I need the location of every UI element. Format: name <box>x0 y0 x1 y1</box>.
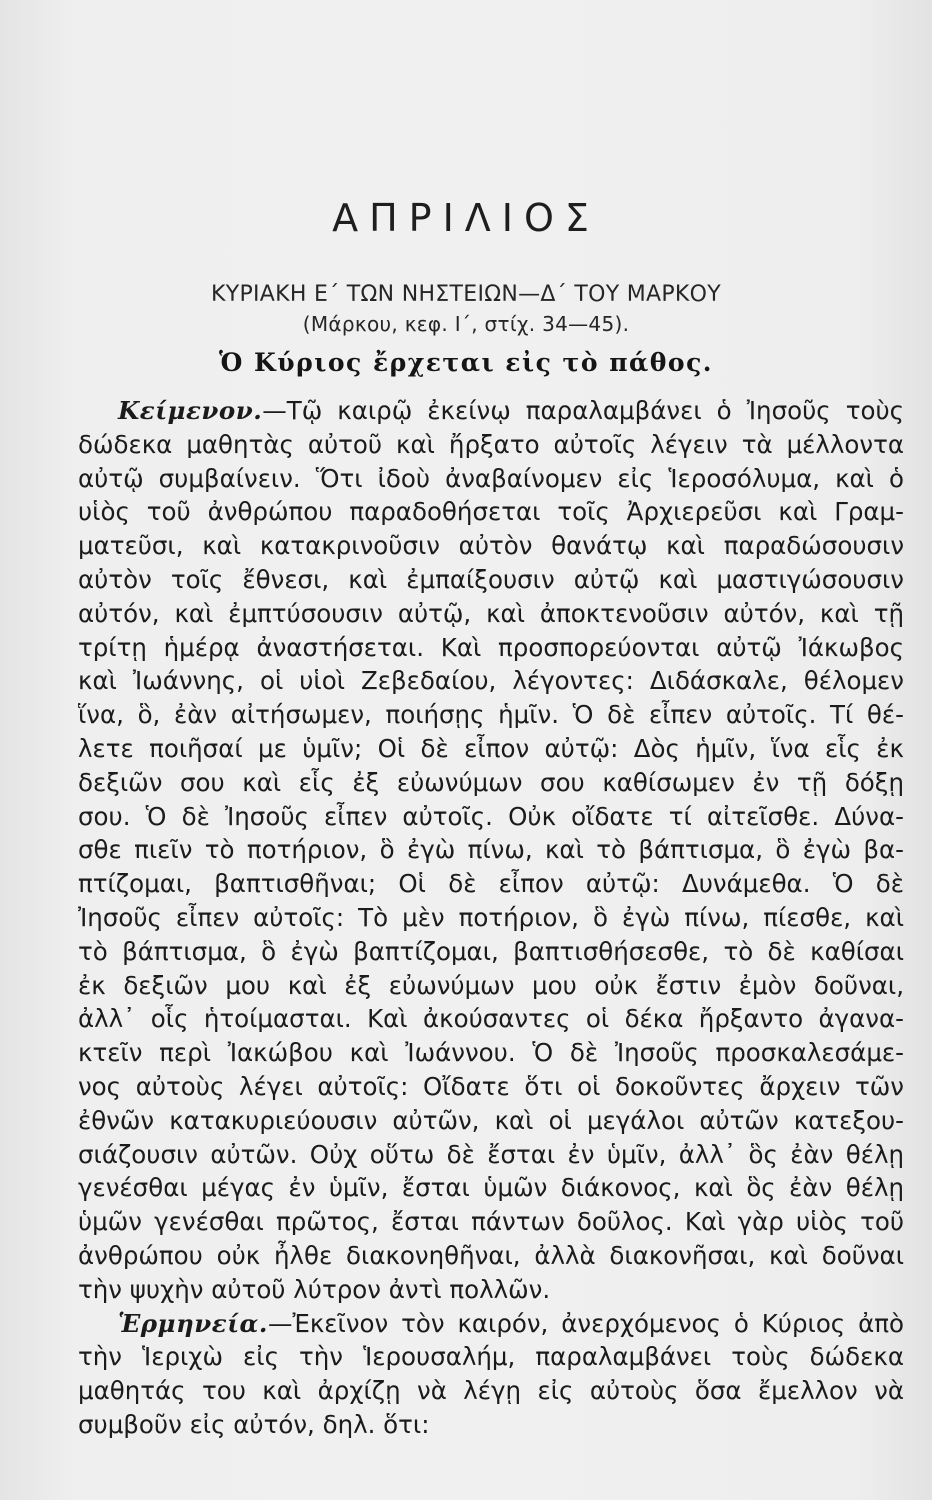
interpretation-label: Ἑρμηνεία. <box>118 1308 268 1338</box>
text-line: υἱὸς τοῦ ἀνθρώπου παραδοθήσεται τοῖς Ἀρχιερεῦσι καὶ Γραμ- <box>78 497 904 527</box>
text-line: γενέσθαι μέγας ἐν ὑμῖν, ἔσται ὑμῶν διάκονος, καὶ ὃς ἐὰν θέλῃ <box>78 1173 904 1203</box>
month-heading: ΑΠΡΙΛΙΟΣ <box>332 196 600 240</box>
text-line: αὐτὸν τοῖς ἔθνεσι, καὶ ἐμπαίξουσιν αὐτῷ καὶ μαστιγώσουσιν <box>78 564 904 594</box>
text-line: ἀνθρώπου οὐκ ἦλθε διακονηθῆναι, ἀλλὰ διακονῆσαι, καὶ δοῦναι <box>78 1240 904 1270</box>
text-line: λετε ποιῆσαί με ὑμῖν; Οἱ δὲ εἶπον αὐτῷ: Δὸς ἡμῖν, ἵνα εἷς ἐκ <box>78 733 904 763</box>
body-text <box>78 394 904 1442</box>
text-line: ματεῦσι, καὶ κατακρινοῦσιν αὐτὸν θανάτῳ καὶ παραδώσουσιν <box>78 531 904 561</box>
text-line: τρίτῃ ἡμέρᾳ ἀναστήσεται. Καὶ προσπορεύονται αὐτῷ Ἰάκωβος <box>78 632 904 662</box>
text-line-first <box>78 394 904 428</box>
text-line: καὶ Ἰωάννης, οἱ υἱοὶ Ζεβεδαίου, λέγοντες: Διδάσκαλε, θέλομεν <box>78 666 904 696</box>
gospel-text <box>78 394 904 1307</box>
text-line: —Τῷ καιρῷ ἐκείνῳ παραλαμβάνει ὁ Ἰησοῦς τοὺς <box>262 396 904 425</box>
section-title: Ὁ Κύριος ἔρχεται εἰς τὸ πάθος. <box>218 348 714 377</box>
text-line: δεξιῶν σου καὶ εἷς ἐξ εὐωνύμων σου καθίσωμεν ἐν τῇ δόξῃ <box>78 767 904 797</box>
text-line: ἀλλ᾽ οἷς ἡτοίμασται. Καὶ ἀκούσαντες οἱ δέκα ἤρξαντο ἀγανα- <box>78 1004 904 1034</box>
text-line: τὸ βάπτισμα, ὃ ἐγὼ βαπτίζομαι, βαπτισθήσεσθε, τὸ δὲ καθίσαι <box>78 936 904 966</box>
interpretation-text <box>78 1307 904 1442</box>
text-line: αὐτῷ συμβαίνειν. Ὅτι ἰδοὺ ἀναβαίνομεν εἰς Ἱεροσόλυμα, καὶ ὁ <box>78 463 904 493</box>
text-line: ὑμῶν γενέσθαι πρῶτος, ἔσται πάντων δοῦλος. Καὶ γὰρ υἱὸς τοῦ <box>78 1207 904 1237</box>
text-line: σου. Ὁ δὲ Ἰησοῦς εἶπεν αὐτοῖς. Οὐκ οἴδατε τί αἰτεῖσθε. Δύνα- <box>78 801 904 831</box>
text-line: Ἰησοῦς εἶπεν αὐτοῖς: Τὸ μὲν ποτήριον, ὃ ἐγὼ πίνω, πίεσθε, καὶ <box>78 902 904 932</box>
sunday-subtitle: ΚΥΡΙΑΚΗ Ε΄ ΤΩΝ ΝΗΣΤΕΙΩΝ—Δ΄ ΤΟΥ ΜΑΡΚΟΥ <box>210 282 722 307</box>
text-line: ἐκ δεξιῶν μου καὶ ἐξ εὐωνύμων μου οὐκ ἔστιν ἐμὸν δοῦναι, <box>78 970 904 1000</box>
text-line: αὐτόν, καὶ ἐμπτύσουσιν αὐτῷ, καὶ ἀποκτενοῦσιν αὐτόν, καὶ τῇ <box>78 598 904 628</box>
interp-line-first <box>78 1307 904 1341</box>
text-line: σιάζουσιν αὐτῶν. Οὐχ οὕτω δὲ ἔσται ἐν ὑμῖν, ἀλλ᾽ ὃς ἐὰν θέλῃ <box>78 1139 904 1169</box>
scripture-reference: (Μάρκου, κεφ. Ι΄, στίχ. 34—45). <box>302 312 630 336</box>
interp-line: —Ἐκεῖνον τὸν καιρόν, ἀνερχόμενος ὁ Κύριος ἀπὸ <box>267 1308 904 1338</box>
text-line: δώδεκα μαθητὰς αὐτοῦ καὶ ἤρξατο αὐτοῖς λέγειν τὰ μέλλοντα <box>78 429 904 459</box>
text-line: τὴν ψυχὴν αὐτοῦ λύτρον ἀντὶ πολλῶν. <box>78 1274 551 1304</box>
text-line: πτίζομαι, βαπτισθῆναι; Οἱ δὲ εἶπον αὐτῷ: Δυνάμεθα. Ὁ δὲ <box>78 869 904 899</box>
interp-line: τὴν Ἱεριχὼ εἰς τὴν Ἱερουσαλήμ, παραλαμβάνει τοὺς δώδεκα <box>78 1342 904 1372</box>
interp-line: συμβοῦν εἰς αὐτόν, δηλ. ὅτι: <box>78 1409 430 1439</box>
text-line: σθε πιεῖν τὸ ποτήριον, ὃ ἐγὼ πίνω, καὶ τὸ βάπτισμα, ὃ ἐγὼ βα- <box>78 835 904 865</box>
text-line: ἐθνῶν κατακυριεύουσιν αὐτῶν, καὶ οἱ μεγάλοι αὐτῶν κατεξου- <box>78 1105 904 1135</box>
interp-line: μαθητάς του καὶ ἀρχίζῃ νὰ λέγῃ εἰς αὐτοὺς ὅσα ἔμελλον νὰ <box>78 1376 904 1406</box>
text-line: νος αὐτοὺς λέγει αὐτοῖς: Οἴδατε ὅτι οἱ δοκοῦντες ἄρχειν τῶν <box>78 1071 904 1101</box>
text-label: Κείμενον. <box>118 396 263 425</box>
text-line: ἵνα, ὃ, ἐὰν αἰτήσωμεν, ποιήσῃς ἡμῖν. Ὁ δὲ εἶπεν αὐτοῖς. Τί θέ- <box>78 700 904 730</box>
text-line: κτεῖν περὶ Ἰακώβου καὶ Ἰωάννου. Ὁ δὲ Ἰησοῦς προσκαλεσάμε- <box>78 1038 904 1068</box>
